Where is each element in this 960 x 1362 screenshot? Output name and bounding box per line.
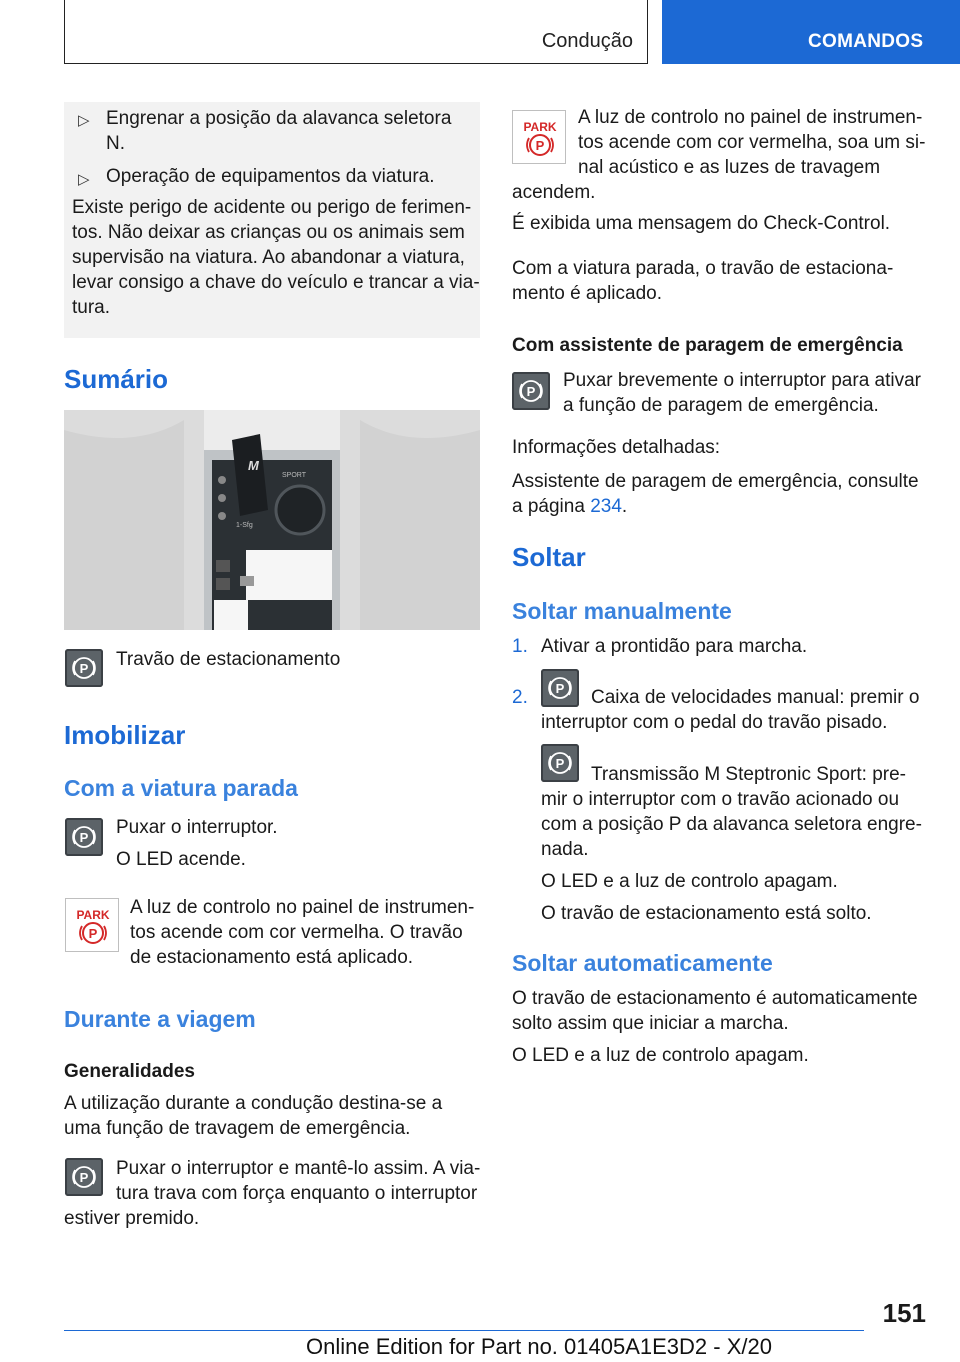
- svg-text:PARK: PARK: [76, 908, 110, 922]
- see-reference: Assistente de paragem de emergência, consulte a página 234.: [512, 471, 919, 517]
- step-2b-text-rest: mir o interruptor com o travão acionado ou com a posição P da alavanca seletora engre- nada.: [541, 789, 922, 860]
- right-park-text-3: nal acústico e as luzes de travagem: [578, 157, 881, 178]
- step-1-text: Ativar a prontidão para marcha.: [541, 636, 808, 657]
- park-light-text: A luz de controlo no painel de instrumen- tos acende com cor vermelha. O travão de estacionamento está aplicado.: [130, 897, 475, 968]
- pull-hold-text-2: tura trava com força enquanto o interruptor: [116, 1183, 478, 1204]
- photo-shift-label: 1-Sfg: [236, 522, 253, 529]
- svg-text:PARK: PARK: [523, 120, 557, 134]
- bullet-triangle-icon: ▷: [78, 171, 90, 188]
- check-control-text: É exibida uma mensagem do Check-Control.: [512, 213, 891, 234]
- park-warning-icon: [512, 110, 566, 164]
- generalidades-text: A utilização durante a condução destina-se a uma função de travagem de emergência.: [64, 1093, 443, 1139]
- page-number: 151: [882, 1298, 926, 1328]
- parking-brake-switch-icon: [541, 669, 579, 707]
- parada-step-2: O LED acende.: [116, 849, 246, 870]
- heading-sumario: Sumário: [64, 364, 169, 394]
- step-2d-text: O travão de estacionamento está solto.: [541, 903, 872, 924]
- heading-soltar-manual: Soltar manualmente: [512, 598, 732, 624]
- parking-brake-switch-icon: [65, 649, 103, 687]
- step-number-2: 2.: [512, 687, 528, 708]
- parked-text: Com a viatura parada, o travão de estaciona- mento é aplicado.: [512, 258, 894, 304]
- warning-bullet-1: Engrenar a posição da alavanca seletora N.: [106, 108, 452, 154]
- heading-soltar: Soltar: [512, 542, 586, 572]
- park-warning-icon: [65, 898, 119, 952]
- right-park-text-4: acendem.: [512, 182, 596, 203]
- heading-viatura-parada: Com a viatura parada: [64, 775, 298, 801]
- step-2-text-1: Caixa de velocidades manual: premir o: [591, 687, 920, 708]
- header-section-tab: [64, 0, 648, 64]
- parking-brake-photo: [64, 410, 480, 630]
- footer-divider: [64, 1330, 864, 1331]
- svg-text:P: P: [535, 138, 545, 153]
- svg-text:P: P: [88, 926, 98, 941]
- pull-hold-text-3: estiver premido.: [64, 1208, 200, 1229]
- svg-text:P: P: [526, 384, 536, 399]
- step-number-1: 1.: [512, 636, 528, 657]
- auto-led-text: O LED e a luz de controlo apagam.: [512, 1045, 809, 1066]
- page-link-234[interactable]: 234: [590, 496, 622, 517]
- svg-text:P: P: [555, 681, 565, 696]
- svg-text:P: P: [79, 661, 89, 676]
- parking-brake-switch-icon: [65, 1158, 103, 1196]
- svg-text:P: P: [555, 756, 565, 771]
- step-2b-text-1: Transmissão M Steptronic Sport: pre-: [591, 764, 907, 785]
- warning-text: Existe perigo de acidente ou perigo de ferimen- tos. Não deixar as crianças ou os animais sem supervisão na viatura. Ao abandonar a viatura, levar consigo a chave do veículo e trancar a via- tura.: [72, 197, 480, 318]
- heading-imobilizar: Imobilizar: [64, 720, 186, 750]
- parking-brake-switch-icon: [512, 372, 550, 410]
- photo-brand-label: M: [248, 458, 259, 473]
- right-park-text-2: tos acende com cor vermelha, soa um si-: [578, 132, 926, 153]
- parking-brake-switch-icon: [65, 818, 103, 856]
- heading-generalidades: Generalidades: [64, 1061, 195, 1082]
- assist-text: Puxar brevemente o interruptor para ativar a função de paragem de emergência.: [563, 370, 922, 416]
- parking-brake-switch-icon: [541, 744, 579, 782]
- warning-bullet-2: Operação de equipamentos da viatura.: [106, 166, 435, 187]
- heading-assistente: Com assistente de paragem de emergência: [512, 335, 903, 356]
- header-chapter-tab: [662, 0, 960, 64]
- heading-durante-viagem: Durante a viagem: [64, 1006, 256, 1032]
- header-chapter-label: COMANDOS: [808, 31, 924, 52]
- step-2-text-2: interruptor com o pedal do travão pisado.: [541, 712, 888, 733]
- step-2c-text: O LED e a luz de controlo apagam.: [541, 871, 838, 892]
- svg-text:P: P: [79, 830, 89, 845]
- bullet-triangle-icon: ▷: [78, 112, 90, 129]
- svg-text:P: P: [79, 1170, 89, 1185]
- right-park-text-1: A luz de controlo no painel de instrumen-: [578, 107, 923, 128]
- parada-step-1: Puxar o interruptor.: [116, 817, 278, 838]
- photo-sport-label: SPORT: [282, 472, 306, 479]
- pull-hold-text-1: Puxar o interruptor e mantê-lo assim. A via-: [116, 1158, 481, 1179]
- photo-caption: Travão de estacionamento: [116, 649, 341, 670]
- footer-edition: Online Edition for Part no. 01405A1E3D2 - X/20: [306, 1334, 772, 1359]
- heading-soltar-auto: Soltar automaticamente: [512, 950, 773, 976]
- info-label: Informações detalhadas:: [512, 437, 721, 458]
- auto-text: O travão de estacionamento é automaticamente solto assim que iniciar a marcha.: [512, 988, 918, 1034]
- header-section-label: Condução: [541, 30, 633, 52]
